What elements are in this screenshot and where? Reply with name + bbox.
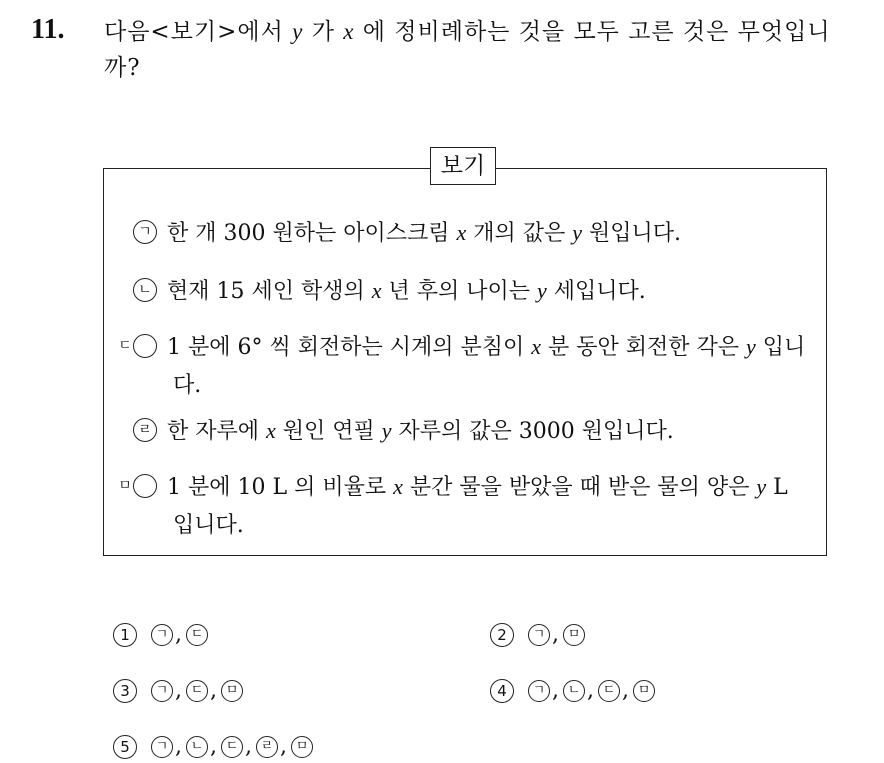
choice-number: 2	[490, 623, 514, 647]
bogi-title: 보기	[430, 147, 496, 185]
choice-mark: ㄷ	[598, 680, 620, 702]
choice-mark: ㄷ	[186, 680, 208, 702]
choice-mark: ㅁ	[221, 680, 243, 702]
choice-number: 1	[113, 623, 137, 647]
choice-mark: ㄱ	[151, 680, 173, 702]
choice-mark: ㄴ	[186, 736, 208, 758]
item-mark: ㄷ	[133, 334, 157, 358]
choice-1[interactable]: 1 ㄱ , ㄷ	[113, 620, 208, 650]
bogi-item-1: ㄱ 한 개 300 원하는 아이스크림 x 개의 값은 y 원입니다.	[133, 214, 813, 253]
choice-mark: ㄹ	[256, 736, 278, 758]
choice-mark: ㄱ	[528, 680, 550, 702]
choice-mark: ㅁ	[291, 736, 313, 758]
choice-3[interactable]: 3 ㄱ , ㄷ , ㅁ	[113, 676, 243, 706]
choice-2[interactable]: 2 ㄱ , ㅁ	[490, 620, 585, 650]
choice-mark: ㄴ	[563, 680, 585, 702]
bogi-item-2: ㄴ 현재 15 세인 학생의 x 년 후의 나이는 y 세입니다.	[133, 272, 813, 311]
item-mark: ㄹ	[133, 418, 157, 442]
item-mark: ㄱ	[133, 220, 157, 244]
choice-number: 4	[490, 679, 514, 703]
choice-mark: ㄱ	[528, 624, 550, 646]
choice-4[interactable]: 4 ㄱ , ㄴ , ㄷ , ㅁ	[490, 676, 655, 706]
choice-mark: ㄷ	[221, 736, 243, 758]
choice-mark: ㅁ	[633, 680, 655, 702]
question-number: 11.	[31, 14, 65, 45]
bogi-item-5: ㅁ 1 분에 10 L 의 비율로 x 분간 물을 받았을 때 받은 물의 양은 y L 입니다.	[118, 474, 788, 538]
item-mark: ㅁ	[133, 474, 157, 498]
choice-number: 3	[113, 679, 137, 703]
bogi-item-4: ㄹ 한 자루에 x 원인 연필 y 자루의 값은 3000 원입니다.	[133, 412, 813, 451]
item-mark: ㄴ	[133, 278, 157, 302]
choice-mark: ㅁ	[563, 624, 585, 646]
choice-5[interactable]: 5 ㄱ , ㄴ , ㄷ , ㄹ , ㅁ	[113, 732, 313, 762]
choice-number: 5	[113, 735, 137, 759]
bogi-item-3: ㄷ 1 분에 6° 씩 회전하는 시계의 분침이 x 분 동안 회전한 각은 y 입니다.	[118, 334, 806, 398]
choice-mark: ㄷ	[186, 624, 208, 646]
choice-mark: ㄱ	[151, 624, 173, 646]
question-text: 다음<보기>에서 y 가 x 에 정비례하는 것을 모두 고른 것은 무엇입니까?	[104, 19, 831, 81]
choice-mark: ㄱ	[151, 736, 173, 758]
